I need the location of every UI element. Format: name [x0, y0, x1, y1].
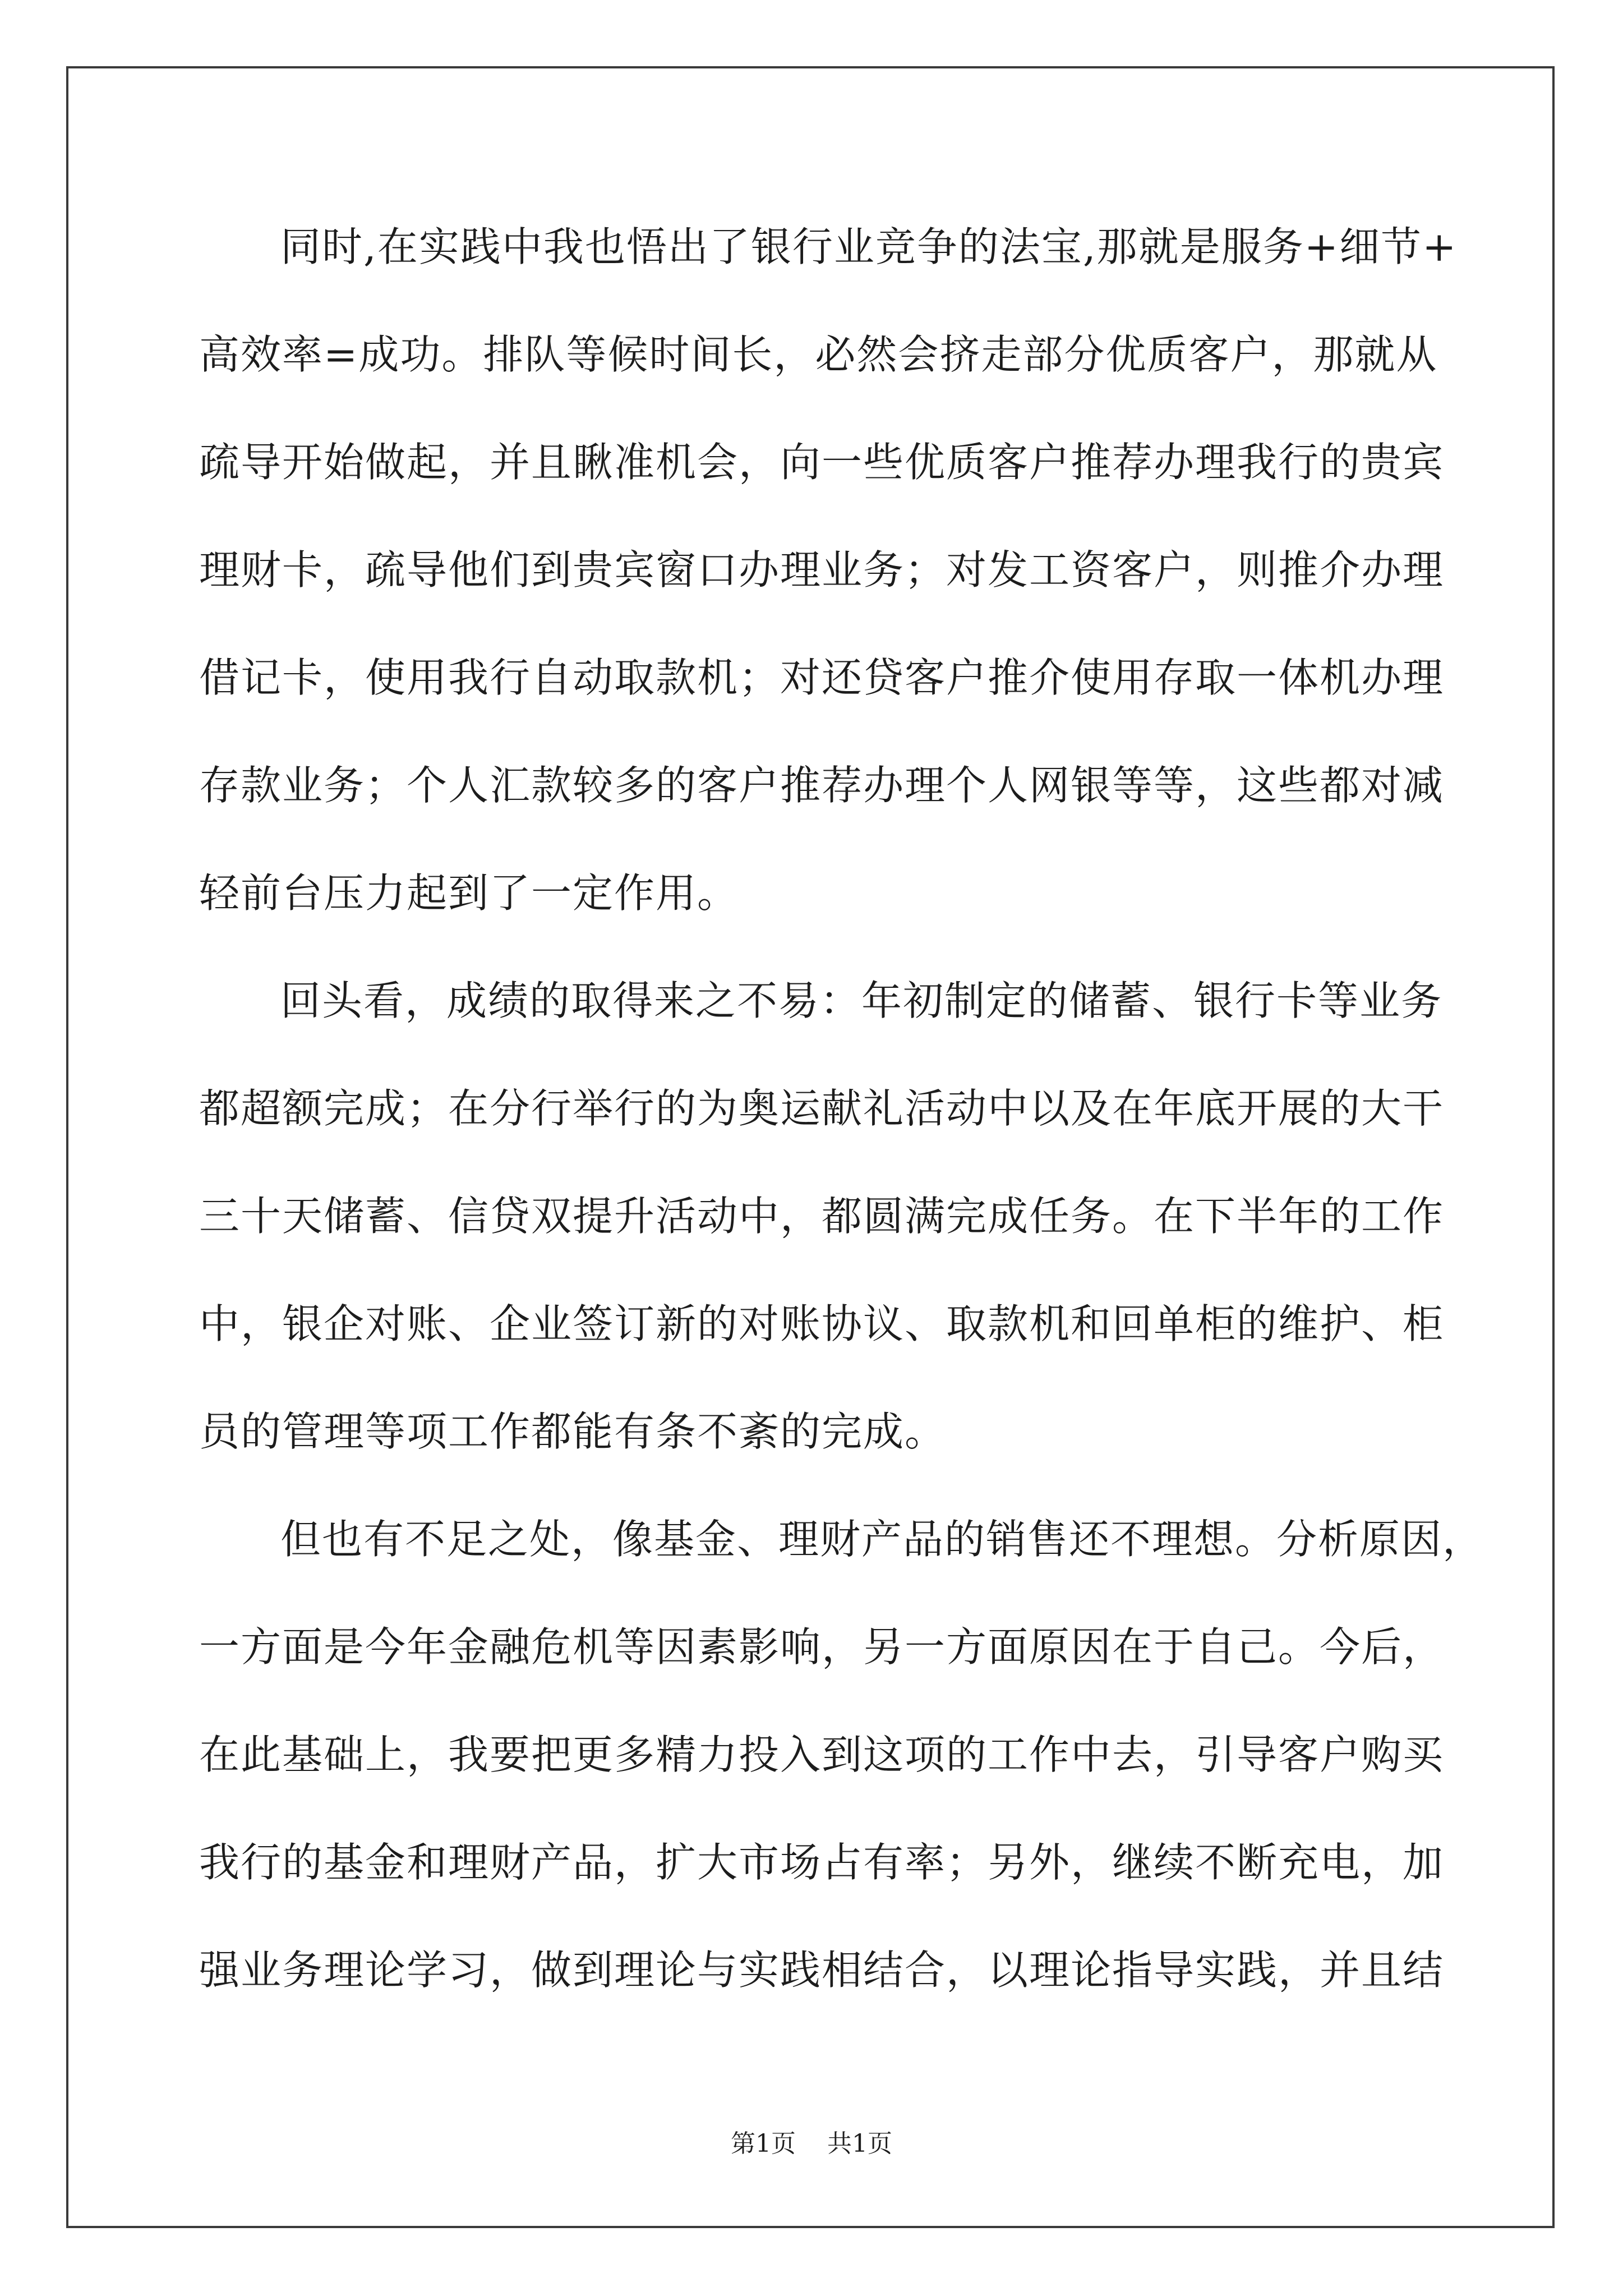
paragraph-1-line-2: 高效率=成功。排队等候时间长，必然会挤走部分优质客户，那就从: [199, 331, 1438, 378]
paragraph-1-line-4: 理财卡，疏导他们到贵宾窗口办理业务；对发工资客户，则推介办理: [199, 546, 1445, 593]
paragraph-1-line-1: 同时,在实践中我也悟出了银行业竞争的法宝,那就是服务+细节+: [280, 223, 1458, 270]
paragraph-3-line-4: 我行的基金和理财产品，扩大市场占有率；另外，继续不断充电，加: [199, 1839, 1445, 1886]
paragraph-2-line-5: 员的管理等项工作都能有条不紊的完成。: [199, 1408, 947, 1455]
paragraph-2-line-3: 三十天储蓄、信贷双提升活动中，都圆满完成任务。在下半年的工作: [199, 1193, 1445, 1240]
paragraph-1-line-3: 疏导开始做起，并且瞅准机会，向一些优质客户推荐办理我行的贵宾: [199, 439, 1445, 486]
page-frame: [66, 66, 1555, 2228]
page-footer: [0, 2127, 1623, 2161]
paragraph-3-line-1: 但也有不足之处，像基金、理财产品的销售还不理想。分析原因，: [280, 1516, 1484, 1563]
page-number-label: 第1页: [731, 2129, 796, 2158]
paragraph-3-line-2: 一方面是今年金融危机等因素影响，另一方面原因在于自己。今后，: [199, 1623, 1445, 1671]
paragraph-3-line-3: 在此基础上，我要把更多精力投入到这项的工作中去，引导客户购买: [199, 1731, 1445, 1778]
paragraph-2-line-4: 中，银企对账、企业签订新的对账协议、取款机和回单柜的维护、柜: [199, 1300, 1445, 1347]
paragraph-3-line-5: 强业务理论学习，做到理论与实践相结合，以理论指导实践，并且结: [199, 1947, 1445, 1994]
paragraph-2-line-2: 都超额完成；在分行举行的为奥运献礼活动中以及在年底开展的大干: [199, 1085, 1445, 1132]
paragraph-2-line-1: 回头看，成绩的取得来之不易：年初制定的储蓄、银行卡等业务: [280, 977, 1443, 1024]
paragraph-1-line-6: 存款业务；个人汇款较多的客户推荐办理个人网银等等，这些都对减: [199, 762, 1445, 809]
paragraph-1-line-7: 轻前台压力起到了一定作用。: [199, 869, 739, 917]
paragraph-1-line-5: 借记卡，使用我行自动取款机；对还贷客户推介使用存取一体机办理: [199, 654, 1445, 701]
page-total-label: 共1页: [827, 2129, 892, 2158]
